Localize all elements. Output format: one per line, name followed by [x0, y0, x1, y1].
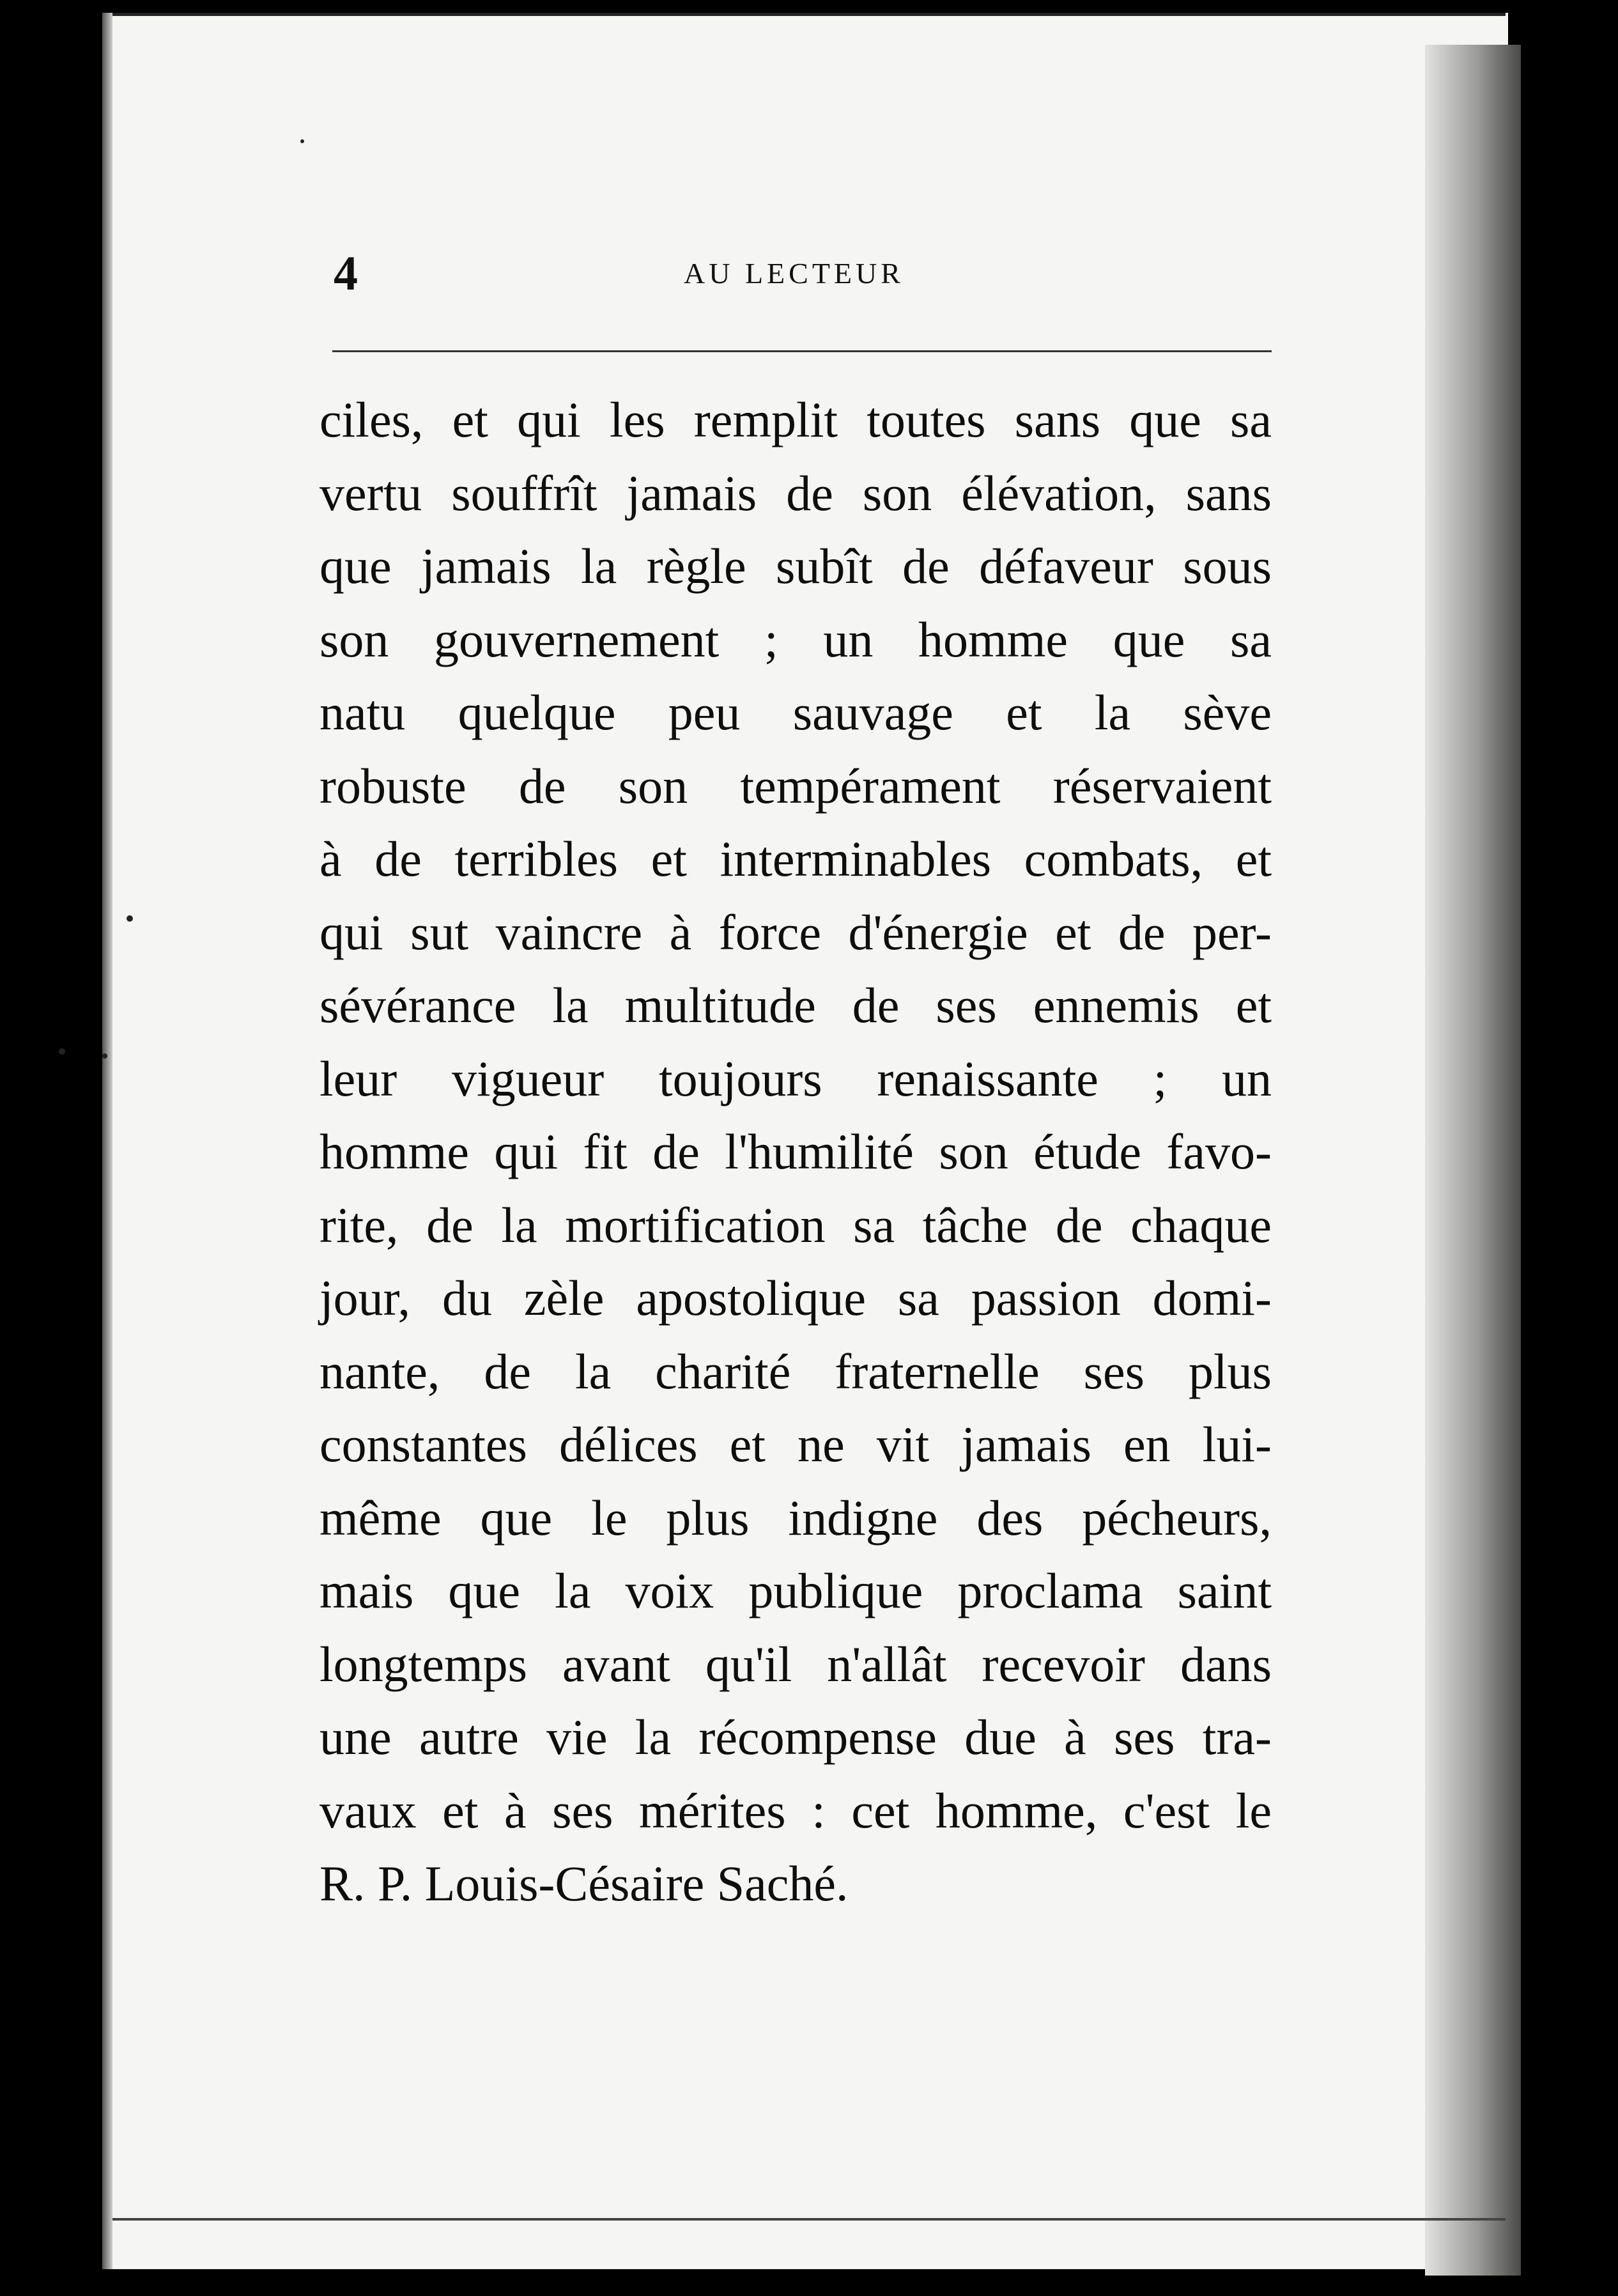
header-rule — [332, 350, 1272, 352]
page-header — [320, 248, 1278, 299]
scan-speck — [300, 139, 304, 143]
text-line: à de terribles et interminables combats, et — [320, 831, 1272, 887]
text-line: qui sut vaincre à force d'énergie et de per- — [320, 904, 1272, 960]
text-line: mais que la voix publique proclama saint — [320, 1563, 1272, 1618]
text-line: vertu souffrît jamais de son élévation, sans — [320, 465, 1272, 521]
running-head: AU LECTEUR — [684, 257, 904, 290]
text-line: nante, de la charité fraternelle ses plus — [320, 1343, 1272, 1399]
text-line: longtemps avant qu'il n'allât recevoir dans — [320, 1636, 1272, 1692]
scan-speck — [59, 1048, 65, 1055]
text-line: homme qui fit de l'humilité son étude favo- — [320, 1124, 1272, 1179]
text-line: R. P. Louis-Césaire Saché. — [320, 1856, 849, 1911]
page-bottom-border — [112, 2218, 1506, 2221]
page-number: 4 — [334, 247, 358, 300]
text-line: rite, de la mortification sa tâche de chaque — [320, 1197, 1272, 1253]
text-line: son gouvernement ; un homme que sa — [320, 611, 1272, 667]
text-line: une autre vie la récompense due à ses tra- — [320, 1709, 1272, 1765]
scan-speck — [127, 915, 133, 922]
text-line: ciles, et qui les remplit toutes sans que sa — [320, 392, 1272, 447]
body-text — [320, 384, 1272, 1921]
page-top-border — [112, 13, 1506, 16]
text-line: leur vigueur toujours renaissante ; un — [320, 1050, 1272, 1106]
text-line: natu quelque peu sauvage et la sève — [320, 685, 1272, 740]
text-line: que jamais la règle subît de défaveur sous — [320, 538, 1272, 594]
text-line: constantes délices et ne vit jamais en lui- — [320, 1416, 1272, 1472]
text-line: jour, du zèle apostolique sa passion domi- — [320, 1270, 1272, 1326]
page-left-edge — [102, 13, 112, 2269]
text-line: même que le plus indigne des pécheurs, — [320, 1489, 1272, 1546]
scan-speck — [102, 1053, 107, 1059]
text-line: robuste de son tempérament réservaient — [320, 757, 1272, 814]
page-gutter-shadow — [1425, 45, 1521, 2276]
text-line: sévérance la multitude de ses ennemis et — [320, 977, 1272, 1033]
text-line: vaux et à ses mérites : cet homme, c'est le — [320, 1782, 1272, 1838]
